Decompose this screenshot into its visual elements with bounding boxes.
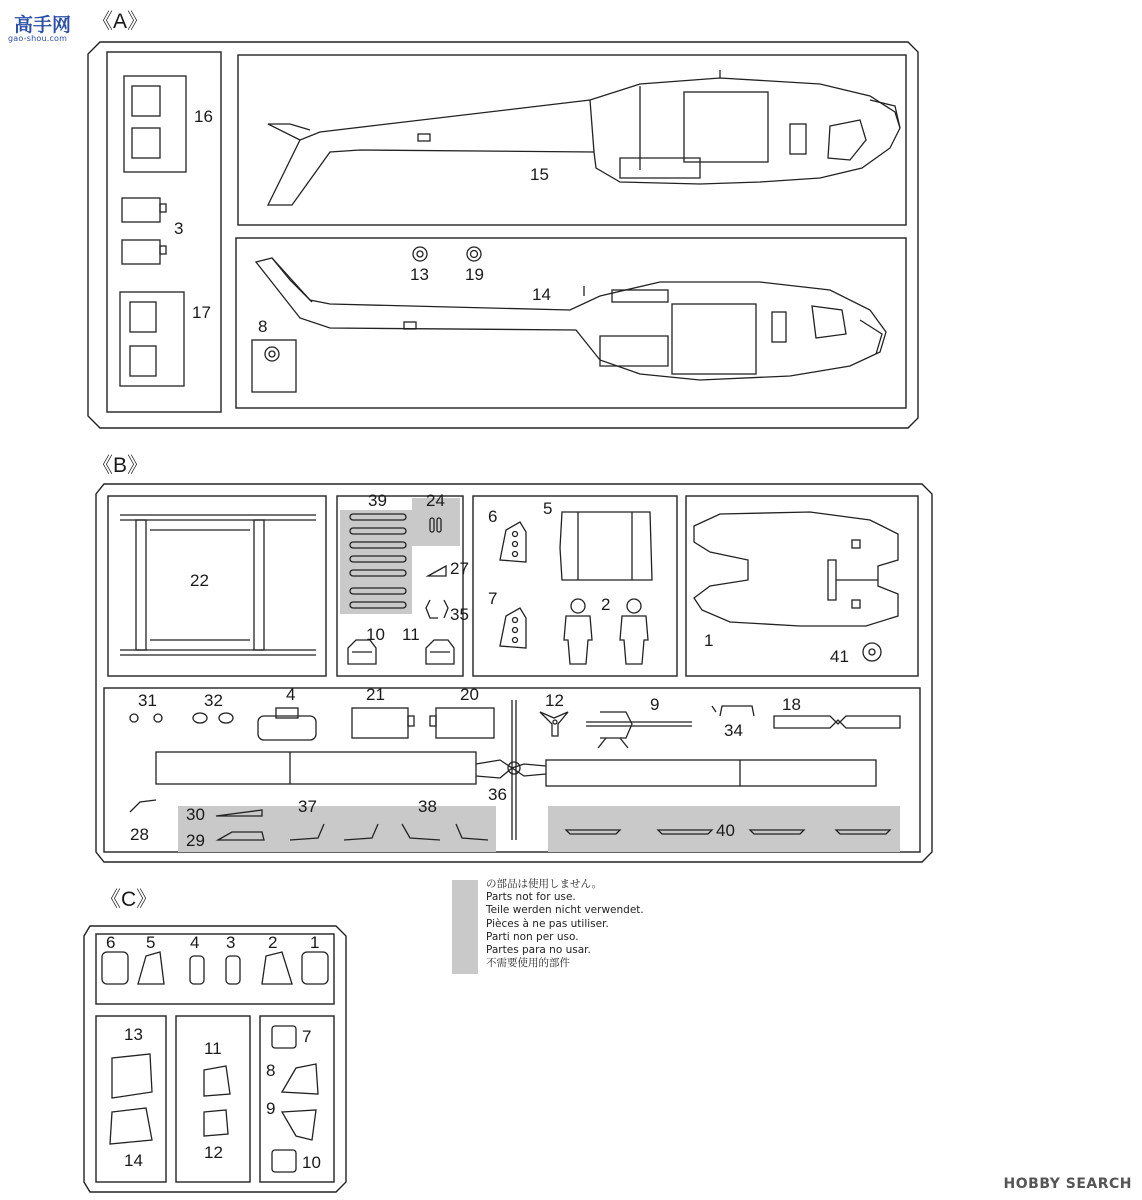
sprue-frame-a — [88, 42, 918, 428]
label-c9: 9 — [266, 1099, 276, 1118]
legend-text — [486, 878, 644, 970]
label-40: 40 — [716, 821, 735, 840]
part-22-skid — [120, 515, 316, 655]
label-c3: 3 — [226, 933, 236, 952]
watermark-cn: 高手网 — [14, 14, 72, 36]
sprue-frame-b — [96, 484, 932, 862]
part-c10-window — [272, 1150, 296, 1172]
part-5-floor — [560, 512, 652, 580]
part-c12-window — [204, 1110, 228, 1136]
part-28-hook — [130, 800, 156, 812]
label-7: 7 — [488, 589, 498, 608]
part-1-floor — [694, 512, 898, 626]
label-c12: 12 — [204, 1143, 223, 1162]
label-15: 15 — [530, 165, 549, 184]
section-label-c: 《C》 — [100, 888, 158, 911]
label-9: 9 — [650, 695, 660, 714]
part-41-disc — [863, 643, 881, 661]
part-4-cover — [258, 708, 316, 740]
part-17-door — [120, 292, 184, 386]
label-41: 41 — [830, 647, 849, 666]
label-36: 36 — [488, 785, 507, 804]
sprue-b-panel-2 — [473, 496, 677, 676]
label-18: 18 — [782, 695, 801, 714]
part-c3-window — [226, 956, 240, 984]
part-32-clips — [193, 713, 233, 723]
label-31: 31 — [138, 691, 157, 710]
part-c13-window — [112, 1054, 152, 1098]
label-12: 12 — [545, 691, 564, 710]
label-38: 38 — [418, 797, 437, 816]
label-c5: 5 — [146, 933, 156, 952]
label-24: 24 — [426, 491, 445, 510]
part-c14-window — [110, 1108, 152, 1144]
label-17: 17 — [192, 303, 211, 322]
part-12-hub — [540, 712, 568, 736]
label-22: 22 — [190, 571, 209, 590]
part-21-plate — [352, 708, 414, 738]
label-35: 35 — [450, 605, 469, 624]
label-28: 28 — [130, 825, 149, 844]
label-1: 1 — [704, 631, 714, 650]
legend-line-zh: 不需要使用的部件 — [486, 957, 570, 970]
part-3-panels — [122, 198, 166, 264]
part-13-washer — [413, 247, 427, 261]
part-7-panel — [500, 608, 526, 648]
legend-line-ja: の部品は使用しません。 — [486, 878, 603, 890]
hobby-search-logo — [1004, 1176, 1132, 1192]
label-20: 20 — [460, 685, 479, 704]
part-c8-window — [282, 1064, 318, 1094]
legend-line-es: Partes para no usar. — [486, 944, 591, 957]
legend-line-de: Teile werden nicht verwendet. — [486, 904, 644, 917]
label-34: 34 — [724, 721, 743, 740]
label-27: 27 — [450, 559, 469, 578]
not-used-area-29-38 — [178, 806, 496, 852]
part-27 — [428, 566, 446, 576]
legend-line-en: Parts not for use. — [486, 891, 576, 904]
label-c8: 8 — [266, 1061, 276, 1080]
label-6: 6 — [488, 507, 498, 526]
part-15-fuselage-half — [268, 70, 900, 205]
label-13: 13 — [410, 265, 429, 284]
part-c9-window — [282, 1110, 316, 1140]
label-c2: 2 — [268, 933, 278, 952]
sprue-c-top-panel — [96, 934, 334, 1004]
label-8: 8 — [258, 317, 268, 336]
legend-line-fr: Pièces à ne pas utiliser. — [486, 917, 609, 930]
part-35 — [426, 600, 448, 618]
label-14: 14 — [532, 285, 551, 304]
part-c2-window — [262, 952, 292, 984]
hobby-search-text: HOBBY SEARCH — [1003, 1176, 1132, 1192]
part-16-door — [124, 76, 186, 172]
part-6-panel — [500, 522, 526, 562]
label-c6: 6 — [106, 933, 116, 952]
part-8-plate — [252, 340, 296, 392]
label-39: 39 — [368, 491, 387, 510]
part-c5-window — [138, 952, 164, 984]
sprue-b-panel-1 — [686, 496, 918, 676]
watermark-url: gao-shou.com — [8, 34, 68, 43]
part-11-seat — [426, 640, 454, 664]
label-c13: 13 — [124, 1025, 143, 1044]
part-18-tail-rotor — [774, 716, 900, 728]
part-c11-window — [204, 1066, 230, 1096]
label-5: 5 — [543, 499, 553, 518]
label-10: 10 — [366, 625, 385, 644]
label-c14: 14 — [124, 1151, 143, 1170]
label-3: 3 — [174, 219, 184, 238]
part-9-mast — [586, 712, 692, 748]
label-4: 4 — [286, 685, 296, 704]
label-37: 37 — [298, 797, 317, 816]
label-c11: 11 — [204, 1039, 222, 1058]
label-30: 30 — [186, 805, 205, 824]
label-19: 19 — [465, 265, 484, 284]
sprue-b-panel-22 — [108, 496, 326, 676]
part-20-plate — [430, 708, 494, 738]
legend-line-it: Parti non per uso. — [486, 930, 579, 943]
sprue-a-bottom-panel — [236, 238, 906, 408]
label-32: 32 — [204, 691, 223, 710]
label-c7: 7 — [302, 1027, 312, 1046]
part-19-washer — [467, 247, 481, 261]
part-14-fuselage-half — [256, 258, 886, 380]
part-31-clips — [130, 714, 162, 722]
label-11: 11 — [402, 625, 420, 644]
label-2: 2 — [601, 595, 611, 614]
section-label-a: 《A》 — [92, 10, 149, 33]
part-c4-window — [190, 956, 204, 984]
part-c6-window — [102, 952, 128, 984]
section-label-b: 《B》 — [92, 454, 149, 477]
part-c1-window — [302, 952, 328, 984]
label-c10: 10 — [302, 1153, 321, 1172]
label-c1: 1 — [310, 933, 320, 952]
not-used-swatch — [452, 880, 478, 974]
label-16: 16 — [194, 107, 213, 126]
label-21: 21 — [366, 685, 385, 704]
part-c7-window — [272, 1026, 296, 1048]
part-34 — [712, 706, 754, 716]
label-29: 29 — [186, 831, 205, 850]
label-c4: 4 — [190, 933, 200, 952]
